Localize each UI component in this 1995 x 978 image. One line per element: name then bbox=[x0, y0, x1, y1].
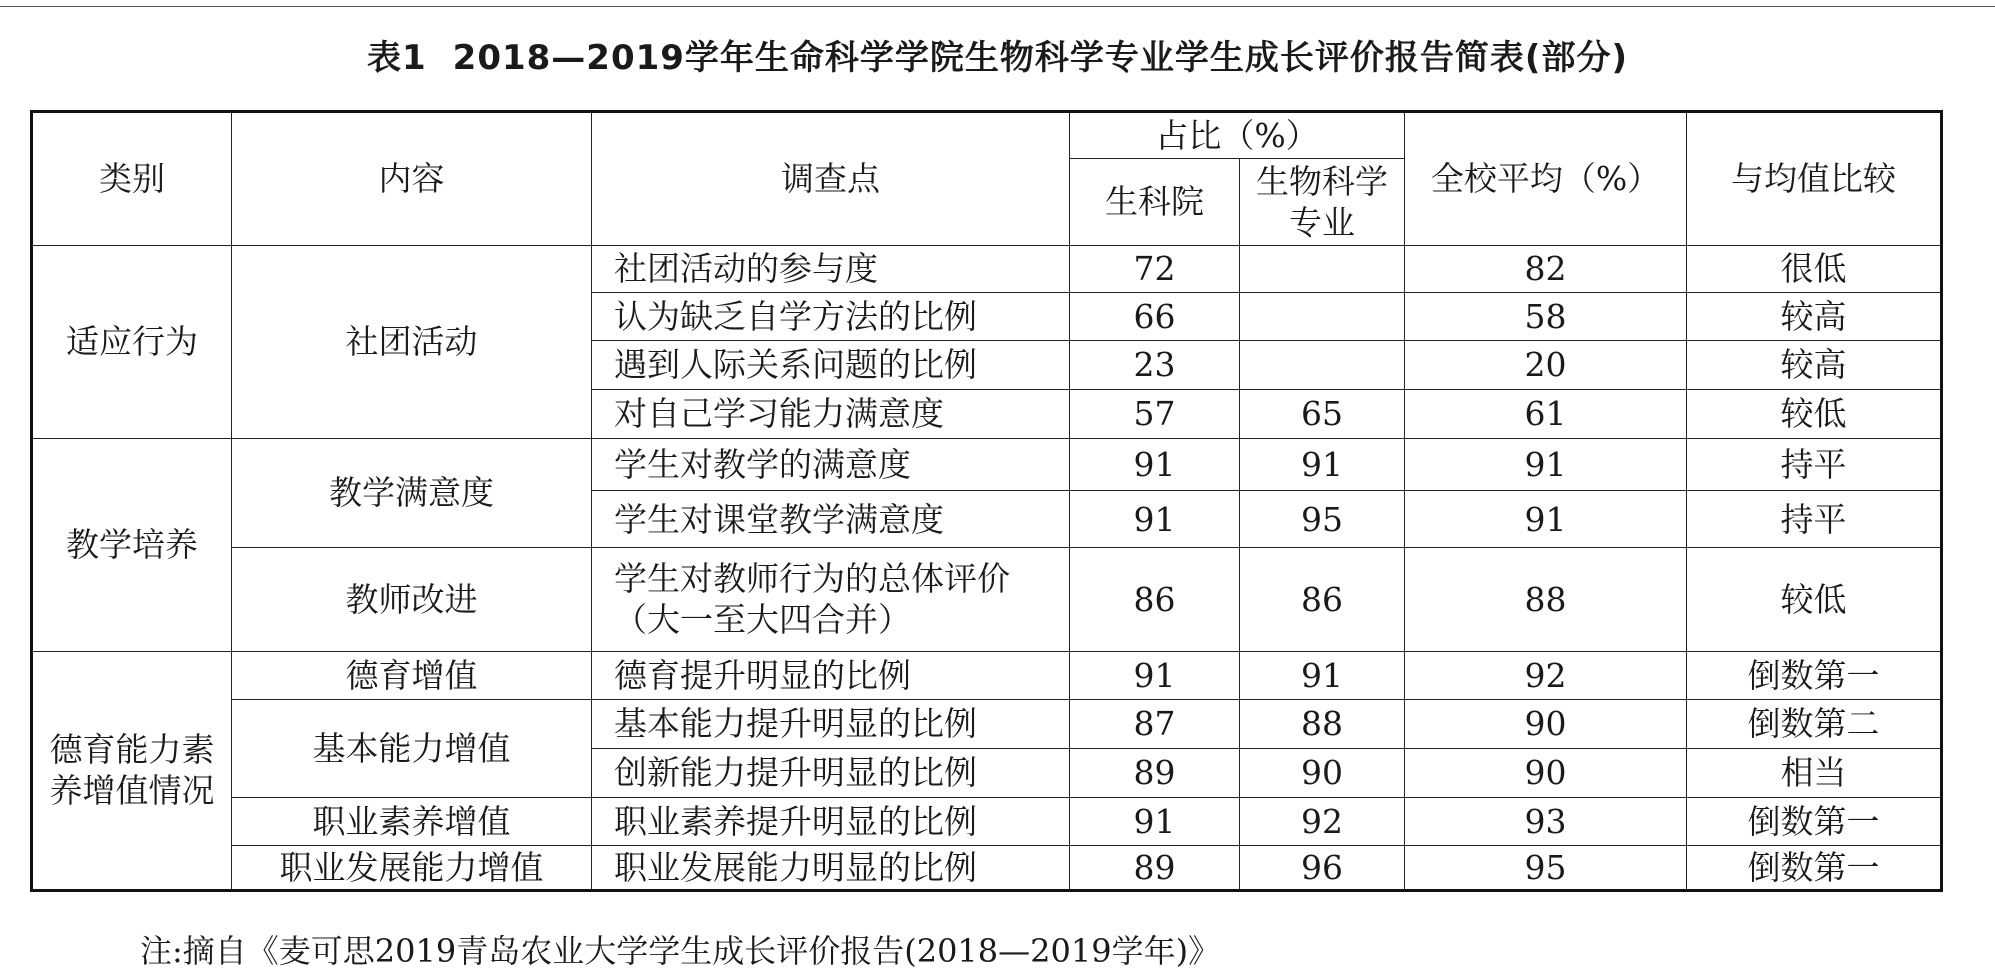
college-value: 89 bbox=[1070, 846, 1240, 891]
content-cell: 德育增值 bbox=[232, 651, 592, 700]
comparison-value: 较高 bbox=[1687, 292, 1942, 341]
college-value: 91 bbox=[1070, 438, 1240, 491]
comparison-value: 倒数第一 bbox=[1687, 651, 1942, 700]
college-value: 89 bbox=[1070, 748, 1240, 797]
major-value bbox=[1240, 292, 1405, 341]
table-row bbox=[32, 700, 1942, 749]
major-value: 65 bbox=[1240, 389, 1405, 438]
content-cell: 职业素养增值 bbox=[232, 797, 592, 846]
header-row-1 bbox=[32, 112, 1942, 159]
content-cell: 基本能力增值 bbox=[232, 700, 592, 797]
table-row bbox=[32, 651, 1942, 700]
average-value: 90 bbox=[1405, 700, 1687, 749]
table-number: 表1 bbox=[366, 38, 427, 78]
average-value: 91 bbox=[1405, 438, 1687, 491]
growth-evaluation-table bbox=[30, 110, 1943, 892]
college-value: 86 bbox=[1070, 548, 1240, 651]
category-cell: 教学培养 bbox=[32, 438, 232, 651]
college-value: 87 bbox=[1070, 700, 1240, 749]
average-value: 61 bbox=[1405, 389, 1687, 438]
college-value: 91 bbox=[1070, 797, 1240, 846]
survey-cell: 学生对教学的满意度 bbox=[592, 438, 1070, 491]
major-value: 96 bbox=[1240, 846, 1405, 891]
college-value: 57 bbox=[1070, 389, 1240, 438]
major-value bbox=[1240, 341, 1405, 390]
survey-cell: 认为缺乏自学方法的比例 bbox=[592, 292, 1070, 341]
header-content: 内容 bbox=[232, 112, 592, 246]
header-share: 占比（%） bbox=[1070, 112, 1405, 159]
major-value: 95 bbox=[1240, 491, 1405, 548]
header-major: 生物科学专业 bbox=[1240, 158, 1405, 245]
average-value: 95 bbox=[1405, 846, 1687, 891]
comparison-value: 倒数第二 bbox=[1687, 700, 1942, 749]
comparison-value: 较高 bbox=[1687, 341, 1942, 390]
survey-cell: 创新能力提升明显的比例 bbox=[592, 748, 1070, 797]
header-comparison: 与均值比较 bbox=[1687, 112, 1942, 246]
content-cell: 职业发展能力增值 bbox=[232, 846, 592, 891]
category-cell: 德育能力素养增值情况 bbox=[32, 651, 232, 890]
content-cell: 社团活动 bbox=[232, 245, 592, 438]
comparison-value: 很低 bbox=[1687, 245, 1942, 292]
content-cell: 教学满意度 bbox=[232, 438, 592, 548]
major-value: 91 bbox=[1240, 651, 1405, 700]
average-value: 92 bbox=[1405, 651, 1687, 700]
major-value: 91 bbox=[1240, 438, 1405, 491]
major-value bbox=[1240, 245, 1405, 292]
table-row bbox=[32, 438, 1942, 491]
comparison-value: 持平 bbox=[1687, 438, 1942, 491]
table-row bbox=[32, 797, 1942, 846]
survey-cell: 学生对教师行为的总体评价（大一至大四合并） bbox=[592, 548, 1070, 651]
survey-cell: 职业素养提升明显的比例 bbox=[592, 797, 1070, 846]
survey-cell: 德育提升明显的比例 bbox=[592, 651, 1070, 700]
comparison-value: 较低 bbox=[1687, 548, 1942, 651]
header-college: 生科院 bbox=[1070, 158, 1240, 245]
college-value: 66 bbox=[1070, 292, 1240, 341]
survey-cell: 社团活动的参与度 bbox=[592, 245, 1070, 292]
top-rule bbox=[0, 6, 1995, 7]
header-school-average: 全校平均（%） bbox=[1405, 112, 1687, 246]
header-category: 类别 bbox=[32, 112, 232, 246]
comparison-value: 较低 bbox=[1687, 389, 1942, 438]
comparison-value: 相当 bbox=[1687, 748, 1942, 797]
table-title: 2018—2019学年生命科学学院生物科学专业学生成长评价报告简表(部分) bbox=[452, 38, 1628, 78]
average-value: 58 bbox=[1405, 292, 1687, 341]
average-value: 90 bbox=[1405, 748, 1687, 797]
survey-cell: 学生对课堂教学满意度 bbox=[592, 491, 1070, 548]
comparison-value: 倒数第一 bbox=[1687, 797, 1942, 846]
content-cell: 教师改进 bbox=[232, 548, 592, 651]
average-value: 20 bbox=[1405, 341, 1687, 390]
major-value: 88 bbox=[1240, 700, 1405, 749]
comparison-value: 持平 bbox=[1687, 491, 1942, 548]
average-value: 91 bbox=[1405, 491, 1687, 548]
survey-cell: 职业发展能力明显的比例 bbox=[592, 846, 1070, 891]
table-row bbox=[32, 548, 1942, 651]
comparison-value: 倒数第一 bbox=[1687, 846, 1942, 891]
header-survey: 调查点 bbox=[592, 112, 1070, 246]
average-value: 93 bbox=[1405, 797, 1687, 846]
average-value: 82 bbox=[1405, 245, 1687, 292]
college-value: 72 bbox=[1070, 245, 1240, 292]
table-caption bbox=[0, 30, 1995, 79]
survey-cell: 基本能力提升明显的比例 bbox=[592, 700, 1070, 749]
category-cell: 适应行为 bbox=[32, 245, 232, 438]
average-value: 88 bbox=[1405, 548, 1687, 651]
survey-cell: 遇到人际关系问题的比例 bbox=[592, 341, 1070, 390]
college-value: 91 bbox=[1070, 651, 1240, 700]
survey-cell: 对自己学习能力满意度 bbox=[592, 389, 1070, 438]
source-note: 注:摘自《麦可思2019青岛农业大学学生成长评价报告(2018—2019学年)》 bbox=[140, 932, 1221, 970]
major-value: 92 bbox=[1240, 797, 1405, 846]
major-value: 86 bbox=[1240, 548, 1405, 651]
table-row bbox=[32, 846, 1942, 891]
college-value: 23 bbox=[1070, 341, 1240, 390]
table-row bbox=[32, 245, 1942, 292]
major-value: 90 bbox=[1240, 748, 1405, 797]
college-value: 91 bbox=[1070, 491, 1240, 548]
